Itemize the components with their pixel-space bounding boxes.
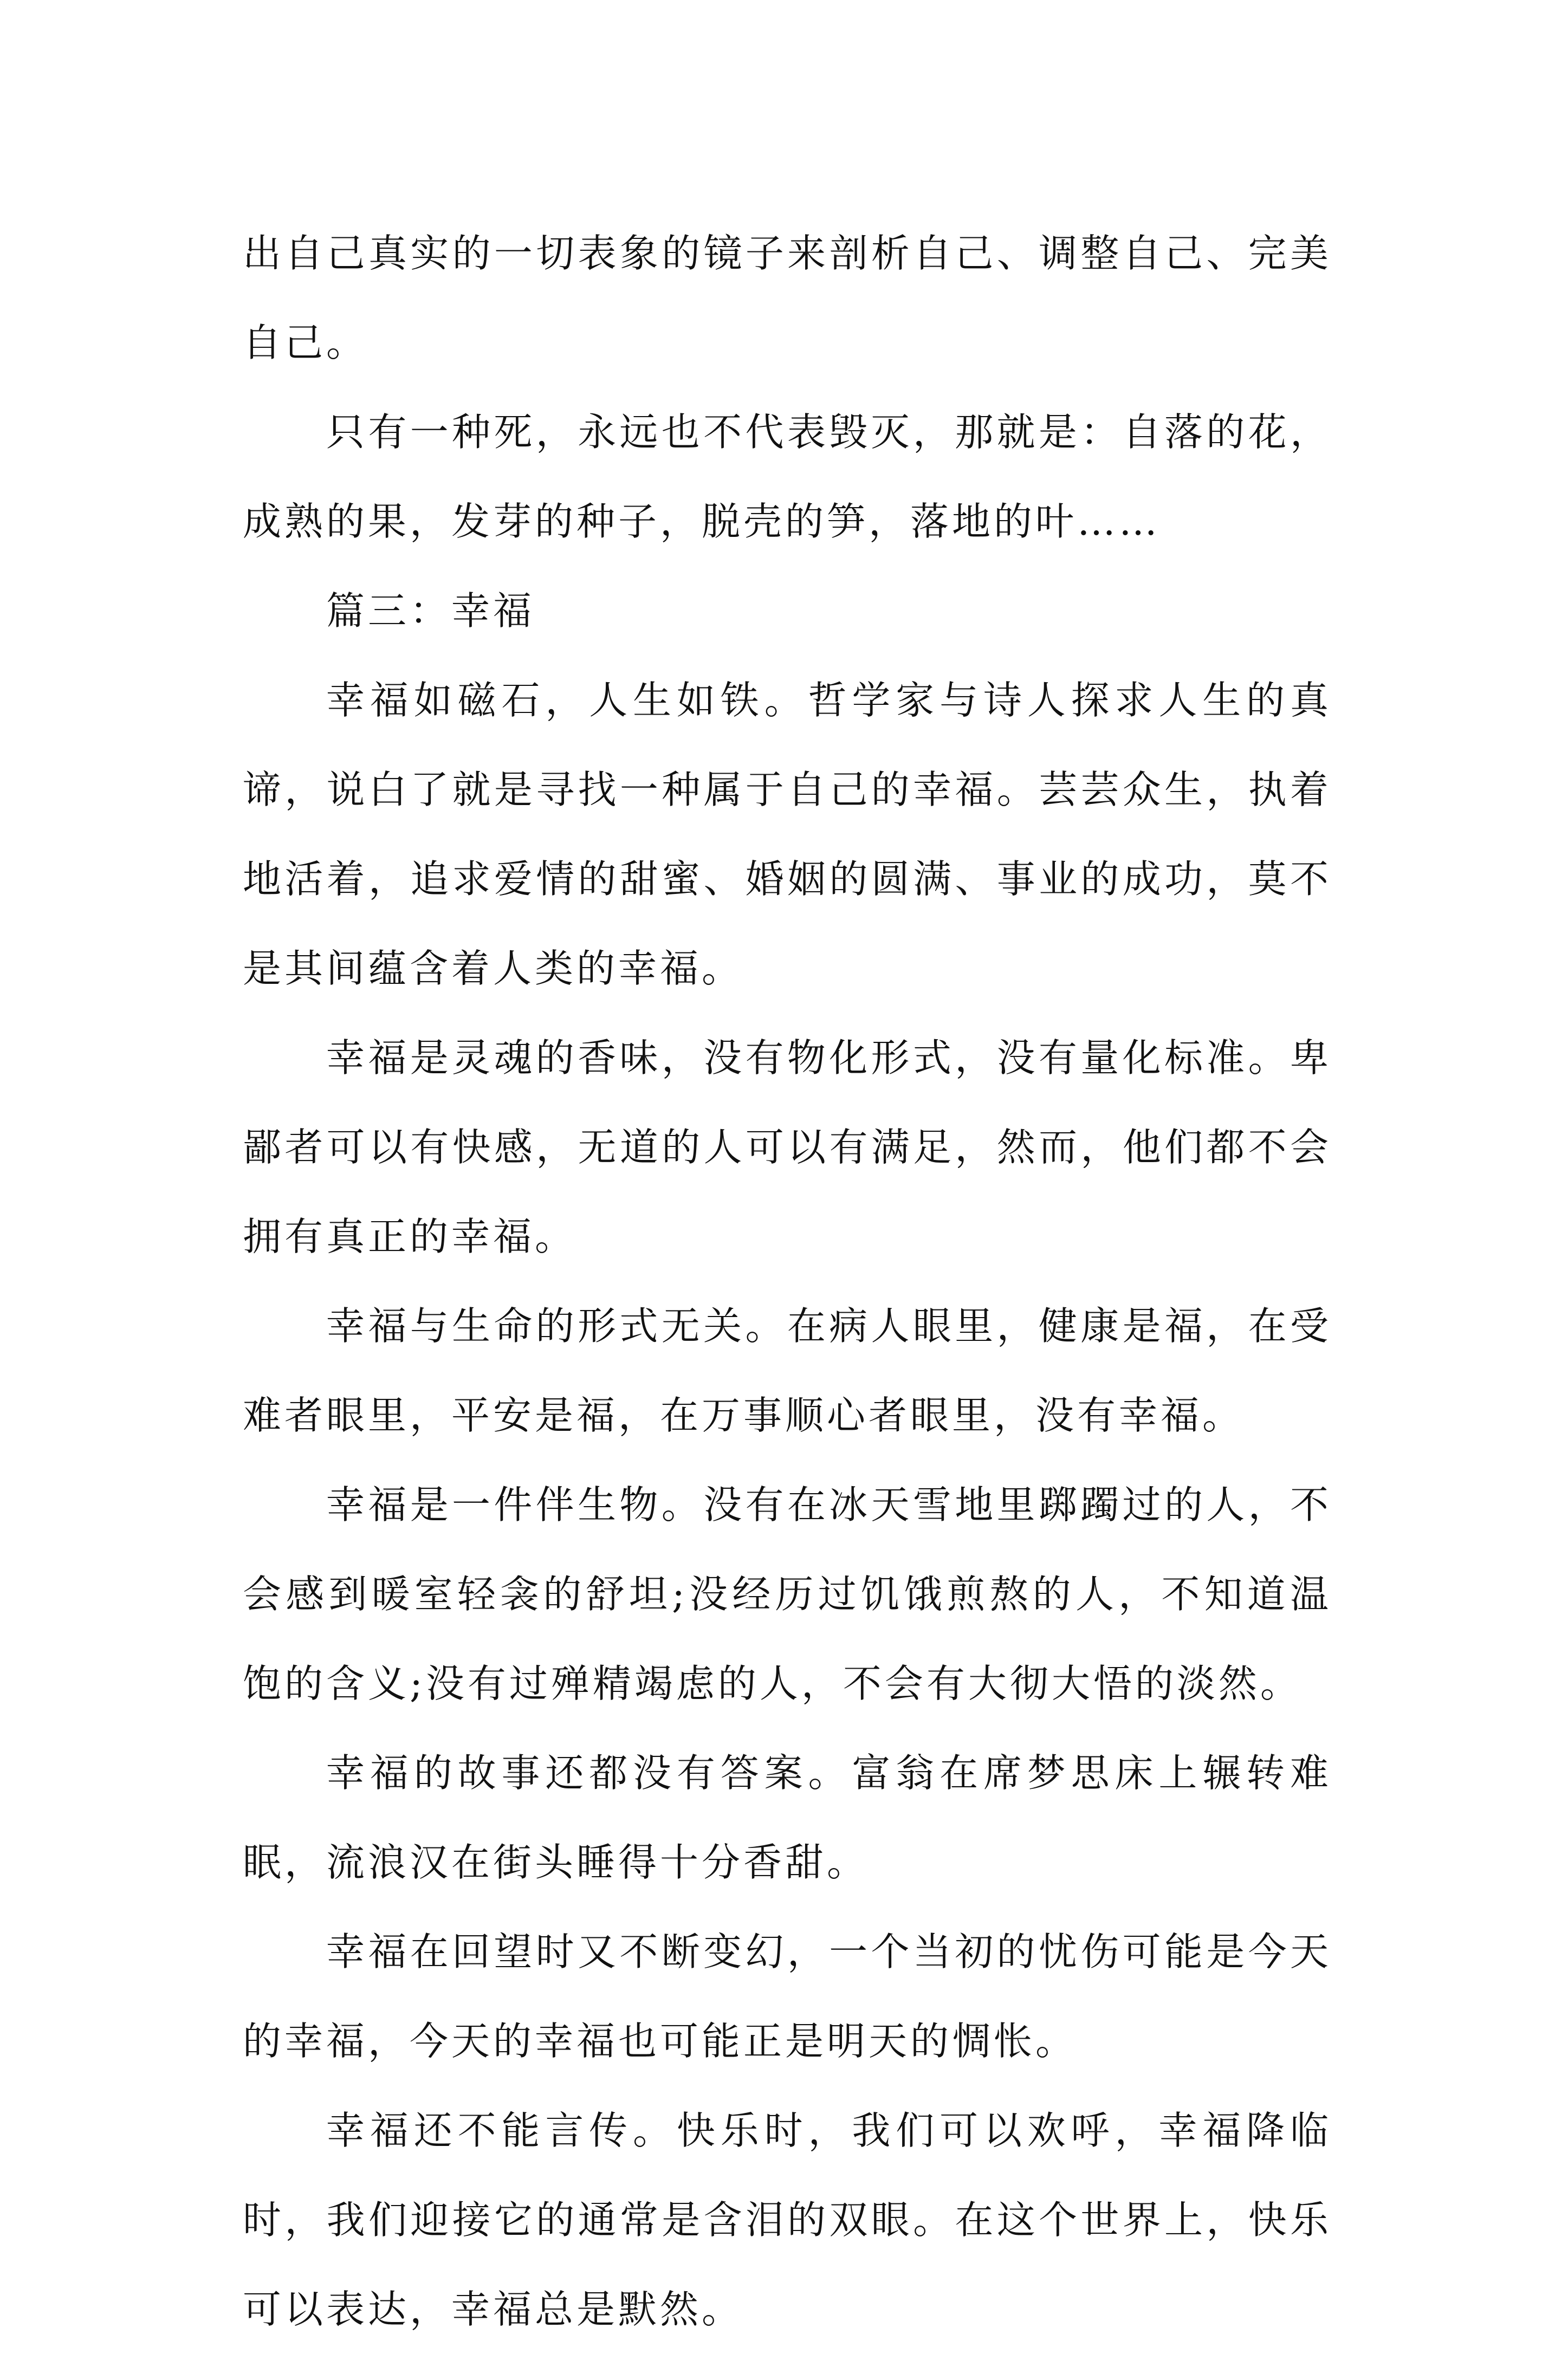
paragraph-death: 只有一种死，永远也不代表毁灭，那就是：自落的花，成熟的果，发芽的种子，脱壳的笋，落地的叶…… <box>243 410 1332 544</box>
paragraph-continuation: 出自己真实的一切表象的镜子来剖析自己、调整自己、完美自己。 <box>243 231 1332 365</box>
paragraph-silence: 幸福还不能言传。快乐时，我们可以欢呼，幸福降临时，我们迎接它的通常是含泪的双眼。在这个世界上，快乐可以表达，幸福总是默然。 <box>243 2108 1332 2332</box>
document-body <box>243 209 1332 2354</box>
paragraph-life-form: 幸福与生命的形式无关。在病人眼里，健康是福，在受难者眼里，平安是福，在万事顺心者眼里，没有幸福。 <box>243 1304 1332 1438</box>
paragraph-magnet: 幸福如磁石，人生如铁。哲学家与诗人探求人生的真谛，说白了就是寻找一种属于自己的幸福。芸芸众生，执着地活着，追求爱情的甜蜜、婚姻的圆满、事业的成功，莫不是其间蕴含着人类的幸福。 <box>243 678 1332 991</box>
paragraph-soul: 幸福是灵魂的香味，没有物化形式，没有量化标准。卑鄙者可以有快感，无道的人可以有满足，然而，他们都不会拥有真正的幸福。 <box>243 1035 1332 1259</box>
section-heading: 篇三：幸福 <box>326 588 535 633</box>
paragraph-byproduct: 幸福是一件伴生物。没有在冰天雪地里踯躅过的人，不会感到暖室轻衾的舒坦;没经历过饥饿煎熬的人，不知道温饱的含义;没有过殚精竭虑的人，不会有大彻大悟的淡然。 <box>243 1482 1332 1706</box>
paragraph-no-answer: 幸福的故事还都没有答案。富翁在席梦思床上辗转难眠，流浪汉在街头睡得十分香甜。 <box>243 1750 1332 1885</box>
paragraph-looking-back: 幸福在回望时又不断变幻，一个当初的忧伤可能是今天的幸福，今天的幸福也可能正是明天的惆怅。 <box>243 1929 1332 2064</box>
